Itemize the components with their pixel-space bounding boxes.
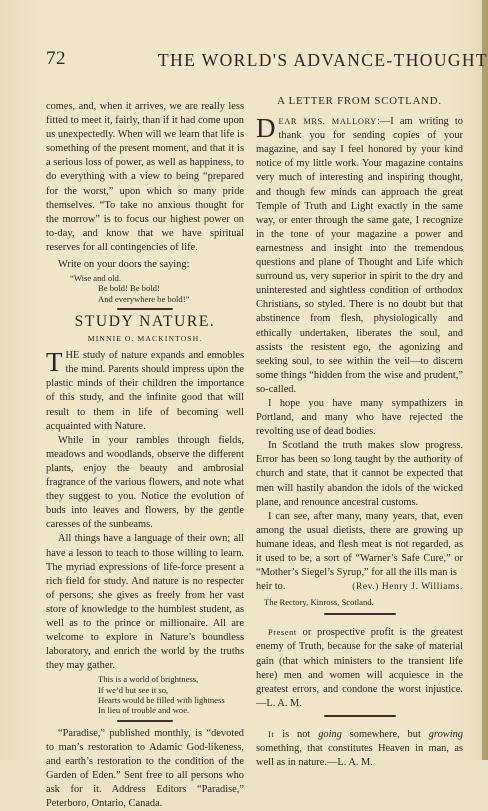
letter-signature: (Rev.) Henry J. Williams. xyxy=(352,582,463,593)
editorial-note: It is not going somewhere, but growing something, that constitutes Heaven in man, as well as in nature.—L. A. M. xyxy=(256,728,463,769)
verse-line: Hearts would be filled with lightness xyxy=(98,694,225,705)
letter-paragraph: I can see, after many, many years, that, even among the usual dietists, there are growing up humane ideas, and flesh meat is not regarded, as it used to be, a sort of “Warner’s Safe Cure,” or “Mother’s Siegel’s Syrup,” for all the ills man is xyxy=(256,510,463,579)
article-title: STUDY NATURE. xyxy=(74,313,216,331)
letter-closing: heir to. xyxy=(256,581,286,593)
letter-salutation: EAR MRS. MALLORY xyxy=(278,117,377,127)
verse-brightness xyxy=(98,674,244,715)
intro-saying: Write on your doors the saying: xyxy=(58,259,190,271)
left-column xyxy=(46,100,244,811)
letter-paragraph: I hope you have many sympathizers in Portland, and many who have rejected the revolting use of dead bodies. xyxy=(256,397,463,438)
letter-signature-line xyxy=(256,580,463,594)
letter-paragraph: DEAR MRS. MALLORY:—I am writing to thank you for sending copies of your magazine, and say I feel honored by your kind notice of my little work. Your magazine contains very much of interesting and inspiring thought, and though few minds can approach the great Temple of Truth and Light exactly in the same way, or enter through the same gate, I recognize in the tone of your magazine a power and earnestness and insight into the tremendous questions and plane of Thought and Life which surround us, very superior in spirit to the dry and uninterested and sightless condition of orthodox Christians, so styled. There is no doubt but that abstinence from flesh, physiologically and ethically undertaken, liberates the soul, and assists the resistent ego, the agonizing and seeking soul, to see within the veil—to discern some things “hidden from the wise and prudent,” so-called. xyxy=(256,113,463,395)
article-paragraph: THE study of nature expands and ennobles the mind. Parents should impress upon the plastic minds of their children the importance of this study, and the infinite good that will result to them in life of becoming well acquainted with Nature. xyxy=(46,347,244,432)
page-number: 72 xyxy=(46,48,66,69)
verse-line: If we’d but see it so, xyxy=(98,684,169,695)
verse-line: In lieu of trouble and woe. xyxy=(98,705,190,716)
verse-line: And everywhere be bold!” xyxy=(98,293,190,304)
verse-line: “Wise and old. xyxy=(70,273,121,284)
divider xyxy=(324,613,396,615)
letter-title: A LETTER FROM SCOTLAND. xyxy=(277,95,442,107)
letter-paragraph: In Scotland the truth makes slow progress. Error has been so long taught by the authority of church and state, that it cannot be expected that men will hastily abandon the idols of the wicked plane, and renounce ancestral customs. xyxy=(256,440,463,508)
drop-cap: T xyxy=(46,347,63,378)
article-byline: MINNIE O. MACKINTOSH. xyxy=(87,334,203,344)
drop-cap: D xyxy=(256,113,276,144)
page-edge xyxy=(482,0,488,760)
running-title: THE WORLD'S ADVANCE-THOUGHT xyxy=(158,50,488,70)
intro-paragraph: comes, and, when it arrives, we are really less fitted to meet it, fairly, than if it had come upon us unexpectedly. When will we learn that life is something of the present moment, and that it is a serious loss of power, as well as happiness, to do everything with a view to being “prepared for the worst,” upon which so many pride themselves. “To take no anxious thought for the morrow” is to focus our highest power on to-day, and know that we have spiritual reserves for all contingencies of life. xyxy=(46,101,244,253)
divider xyxy=(324,715,396,717)
verse-bold xyxy=(70,273,244,304)
article-paragraph: While in your rambles through fields, meadows and woodlands, observe the different plants, enjoy the beauty and ambrosial fragrance of the various flowers, and note what they suggest to you. Notice the evolution of buds into leaves and flowers, by the gentle caresses of the sunbeams. xyxy=(46,434,244,531)
right-column xyxy=(256,95,463,770)
divider xyxy=(117,308,173,310)
editorial-note: Present or prospective profit is the greatest enemy of Truth, because for the sake of material gain (that which ministers to the transient life here) men and women will acquiesce in the greatest errors, and condone the worst injustice. —L. A. M. xyxy=(256,627,463,709)
verse-line: This is a world of brightness, xyxy=(98,674,199,685)
verse-line: Be bold! Be bold! xyxy=(98,283,160,294)
divider xyxy=(117,720,173,722)
letter-address: The Rectory, Kinross, Scotland. xyxy=(264,597,374,608)
page-header xyxy=(0,48,488,72)
article-paragraph: All things have a language of their own; all have a lesson to teach to those willing to learn. The myriad expressions of life-force present a rich field for study. And nature is no respecter of persons; she gives as freely from her vast store of knowledge to the humblest student, as well as to the prince or millionaire. All are welcome to explore in Nature’s boundless laboratory, and enrich the world by the truths they may gather. xyxy=(46,533,244,672)
paradise-notice: “Paradise,” published monthly, is “devoted to man’s restoration to Adamic God-likeness, and earth’s restoration to the condition of the Garden of Eden.” Sent free to all persons who ask for it. Address Editors “Paradise,” Peterboro, Ontario, Canada. xyxy=(46,727,244,810)
